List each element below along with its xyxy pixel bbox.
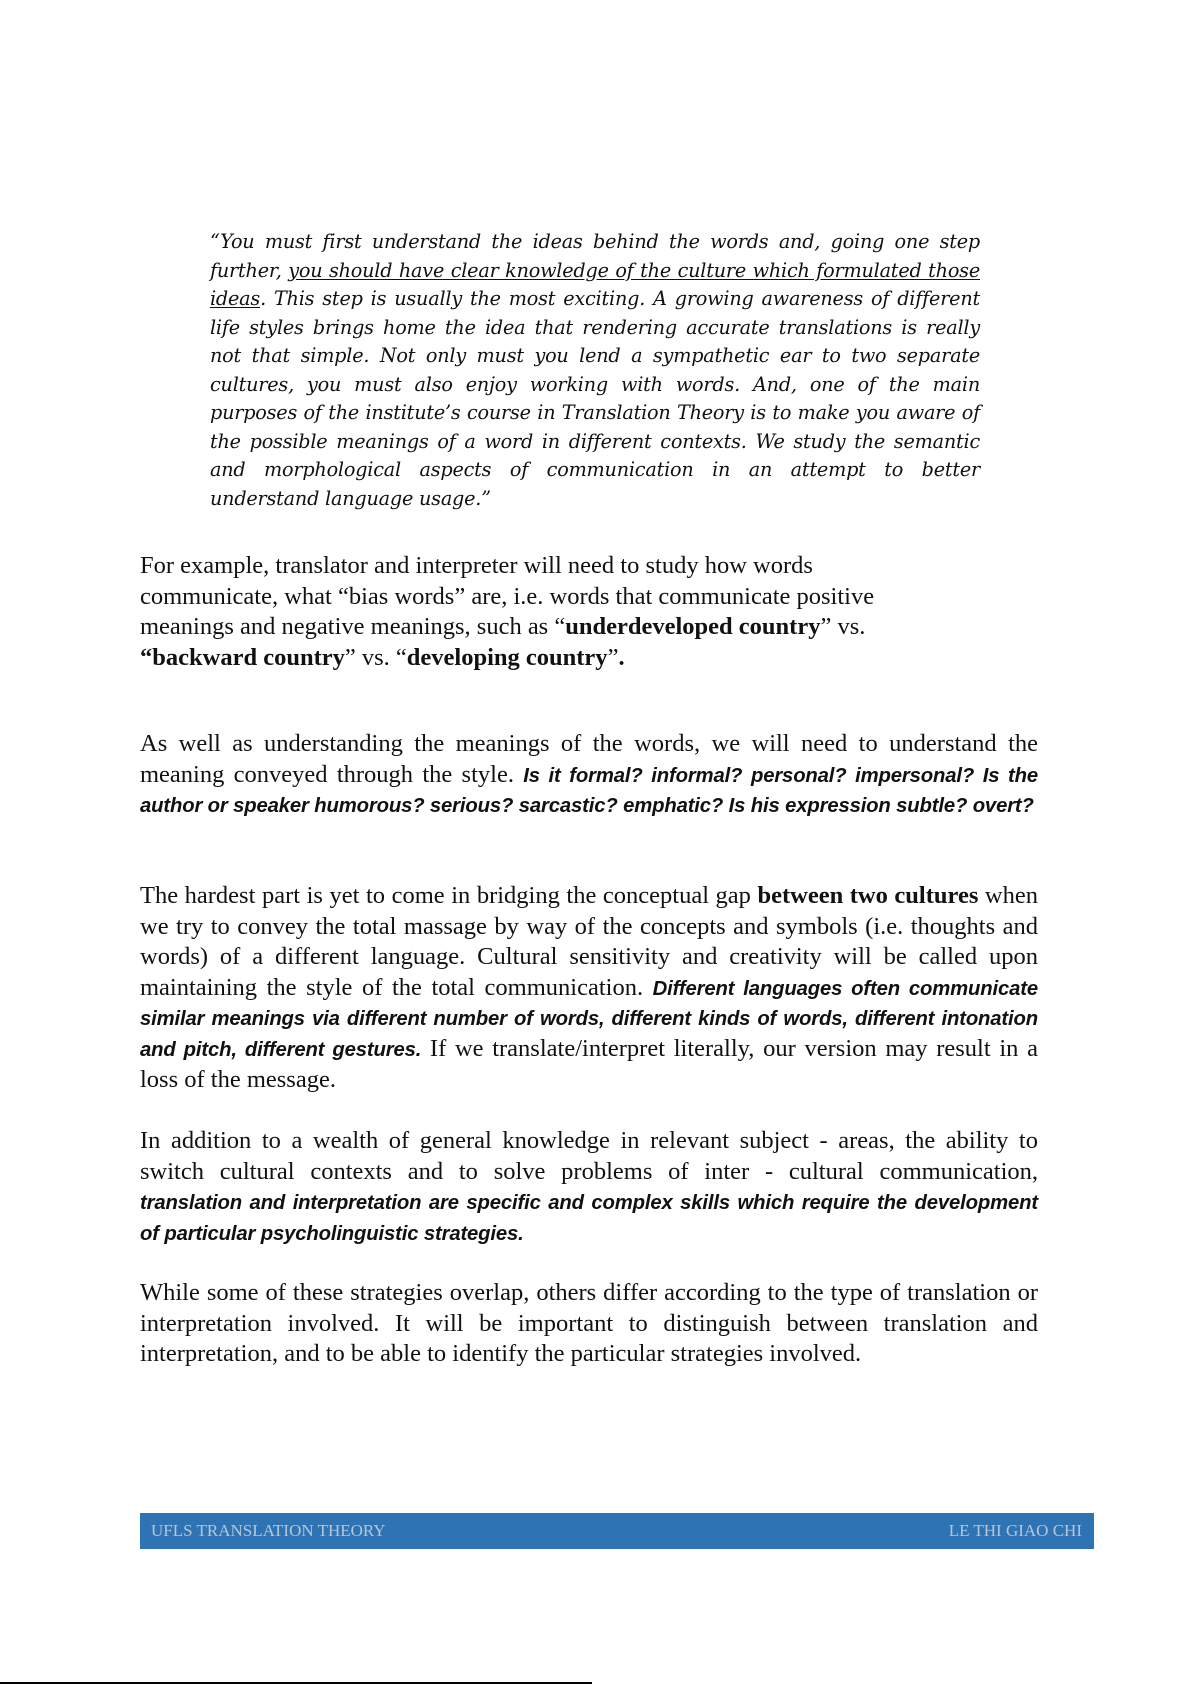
footer-course-title: UFLS TRANSLATION THEORY	[151, 1521, 386, 1540]
block-quote	[210, 228, 980, 513]
paragraph-conceptual-gap	[140, 881, 1038, 1095]
paragraph-text: While some of these strategies overlap, others differ according to the type of translation or interpretation involved. It will be important to distinguish between translation and interpretation, and to be able to identify the particular strategies involved.	[140, 1279, 1038, 1368]
quote-text-start: “You must first understand the ideas behind the words and, going one step further,	[210, 230, 980, 282]
bold-term-developing: developing country	[406, 643, 608, 671]
paragraph-strategies	[140, 1278, 1038, 1370]
paragraph-text: The hardest part is yet to come in bridging the conceptual gap	[140, 882, 758, 909]
bottom-divider	[0, 1682, 592, 1684]
paragraph-style	[140, 729, 1038, 821]
quote-text-end: . This step is usually the most exciting. A growing awareness of different life styles brings home the idea that rendering accurate translations is really not that simple. Not only must you lend a sympathetic ear to two separate cultures, you must also enjoy working with words. And, one of the main purposes of the institute’s course in Translation Theory is to make you aware of the possible meanings of a word in different contexts. We study the semantic and morphological aspects of communication in an attempt to better understand language usage.”	[210, 287, 980, 510]
footer-author: LE THI GIAO CHI	[948, 1521, 1082, 1540]
page-footer	[140, 1513, 1094, 1549]
paragraph-bias-words	[140, 551, 930, 673]
bold-term-underdeveloped: underdeveloped country	[565, 613, 821, 641]
paragraph-text: ” vs.	[820, 613, 866, 641]
bold-period: .	[618, 643, 625, 671]
emphasis-questions: Is it formal? informal? personal? impersonal? Is the author or speaker humorous? serious? sarcastic? emphatic? Is his expression subtle? overt?	[140, 764, 1039, 818]
paragraph-text: In addition to a wealth of general knowledge in relevant subject - areas, the ability to switch cultural contexts and to solve problems of inter - cultural communication,	[140, 1127, 1038, 1185]
paragraph-skills	[140, 1126, 1038, 1248]
quote-underlined-text: you should have clear knowledge of the culture which formulated those ideas	[210, 258, 980, 310]
paragraph-text: As well as understanding the meanings of the words, we will need to understand the meaning conveyed through the style.	[140, 730, 1038, 788]
emphasis-skills: translation and interpretation are specific and complex skills which require the development of particular psycholinguistic strategies.	[140, 1192, 1038, 1245]
bold-term-backward: “backward country	[140, 643, 345, 671]
paragraph-text: ” vs. “	[344, 643, 407, 671]
paragraph-text: For example, translator and interpreter will need to study how words communicate, what “bias words” are, i.e. words that communicate positive meanings and negative meanings, such as “	[140, 552, 875, 641]
paragraph-text: ”	[607, 643, 619, 671]
paragraph-text: when we try to convey the total massage by way of the concepts and symbols (i.e. thoughts and words) of a different language. Cultural sensitivity and creativity will be called upon maintaining the style of the total communication.	[140, 882, 1038, 1001]
emphasis-different-languages: Different languages often communicate similar meanings via different number of words, different kinds of words, different intonation and pitch, different gestures.	[140, 977, 1038, 1061]
bold-term-between-cultures: between two cultures	[757, 882, 979, 909]
paragraph-text: If we translate/interpret literally, our version may result in a loss of the message.	[140, 1034, 1038, 1093]
